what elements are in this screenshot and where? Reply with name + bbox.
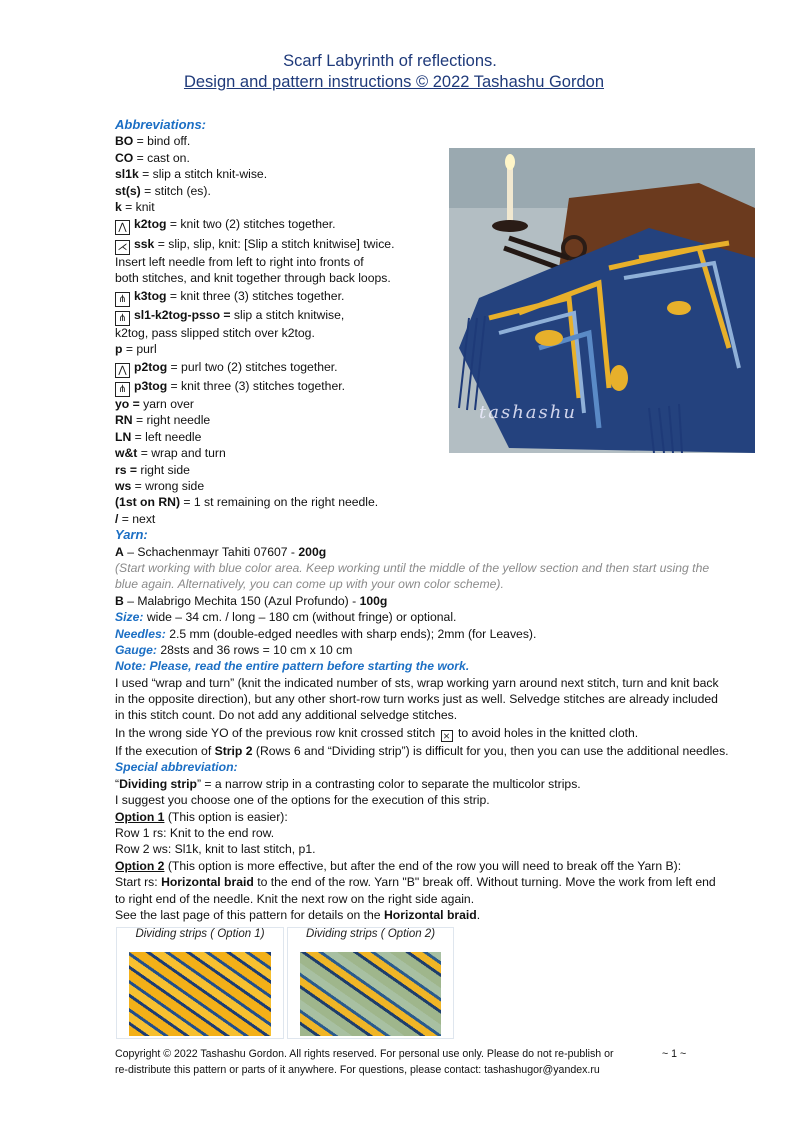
text-line (115, 724, 755, 743)
text-segment: (Start working with blue color area. Keep working until the middle of the yellow section and then start using the (115, 560, 710, 575)
bold-term: yo = (115, 397, 140, 412)
bold-term: sl1-k2tog-psso = (134, 307, 231, 322)
bold-term: k3tog (134, 288, 167, 303)
text-segment: . (476, 907, 481, 922)
figure-option-2 (287, 927, 454, 1039)
document-title: Scarf Labyrinth of reflections. (283, 52, 497, 70)
section-heading (115, 527, 755, 543)
bold-term: ssk (134, 236, 155, 251)
bold-term: (1st on RN) (115, 495, 180, 510)
text-segment: = slip a stitch knit-wise. (138, 167, 268, 182)
text-segment: 28sts and 36 rows = 10 cm x 10 cm (156, 642, 353, 657)
text-segment: to right end of the needle. Knit the next row on the right side again. (115, 891, 475, 906)
footer-contact: re-distribute this pattern or parts of it anywhere. For questions, please contact: tashashugor@yandex.ru (115, 1064, 600, 1076)
text-line (115, 593, 755, 609)
text-segment: to the end of the row. Yarn "B" break off. Without turning. Move the work from left end (253, 875, 716, 890)
text-segment: Abbreviations: (115, 117, 207, 132)
scarf-photo (449, 148, 755, 453)
text-line (115, 907, 755, 923)
text-line (115, 874, 755, 890)
bold-term: / (115, 511, 119, 526)
bold-term: BO (115, 134, 134, 149)
text-segment: = cast on. (133, 150, 190, 165)
text-segment: right side (137, 462, 190, 477)
text-segment: = bind off. (133, 134, 191, 149)
text-line (115, 576, 755, 592)
bold-term: st(s) (115, 183, 141, 198)
figure-caption: Dividing strips ( Option 2) (305, 928, 436, 940)
text-line (115, 462, 755, 478)
text-segment: – Schachenmayr Tahiti 07607 - (123, 544, 299, 559)
bold-term: Horizontal braid (383, 907, 477, 922)
bold-term: RN (115, 413, 133, 428)
sl1-k2tog-psso-symbol-icon: ⋔ (115, 311, 130, 326)
text-segment: (Rows 6 and “Dividing strip”) is difficult for you, then you can use the additional needles. (252, 744, 729, 759)
text-segment: = wrap and turn (137, 446, 226, 461)
text-segment: = slip, slip, knit: [Slip a stitch knitwise] twice. (154, 236, 395, 251)
bold-term: p (115, 342, 123, 357)
page-number: ~ 1 ~ (662, 1048, 687, 1060)
text-segment: In the wrong side YO of the previous row knit crossed stitch (115, 725, 439, 740)
bold-term: w&t (115, 446, 138, 461)
text-segment: yarn over (139, 397, 194, 412)
text-line (115, 609, 755, 625)
photo-watermark: tashashu (479, 402, 577, 423)
text-segment: = 1 st remaining on the right needle. (180, 495, 379, 510)
text-line (115, 626, 755, 642)
text-segment: blue again. Alternatively, you can come up with your own color scheme). (115, 577, 504, 592)
text-segment: wide – 34 cm. / long – 180 cm (without fringe) or optional. (143, 610, 457, 625)
field-label: Gauge: (115, 642, 157, 657)
text-line (115, 642, 755, 658)
text-segment: = wrong side (131, 478, 205, 493)
text-line (115, 891, 755, 907)
footer-copyright: Copyright © 2022 Tashashu Gordon. All rights reserved. For personal use only. Please do not re-publish or (115, 1048, 614, 1060)
text-segment: – Malabrigo Mechita 150 (Azul Profundo) - (123, 593, 360, 608)
ssk-symbol-icon: ⋌ (115, 240, 130, 255)
text-segment: = knit three (3) stitches together. (167, 378, 345, 393)
bold-term: k (115, 199, 122, 214)
document-subtitle: Design and pattern instructions © 2022 Tashashu Gordon (183, 73, 605, 91)
bold-term: Strip 2 (214, 744, 253, 759)
figure-caption: Dividing strips ( Option 1) (135, 928, 265, 940)
section-heading (115, 759, 755, 775)
text-segment: “ (115, 776, 120, 791)
text-segment: (This option is more effective, but after the end of the row you will need to break off the Yarn B): (164, 858, 682, 873)
text-segment: slip a stitch knitwise, (230, 307, 345, 322)
p2tog-symbol-icon: ⋀ (115, 363, 130, 378)
footer (115, 1046, 614, 1078)
bold-term: p3tog (134, 378, 168, 393)
text-line (115, 691, 755, 707)
text-segment: in this stitch count. Do not add any additional selvedge stitches. (115, 708, 458, 723)
k2tog-symbol-icon: ⋀ (115, 220, 130, 235)
text-segment: I suggest you choose one of the options for the execution of this strip. (115, 793, 490, 808)
text-line (115, 743, 755, 759)
bold-term: sl1k (115, 167, 139, 182)
text-segment: Note: Please, read the entire pattern before starting the work. (115, 659, 470, 674)
text-segment: (This option is easier): (164, 809, 288, 824)
bold-term: LN (115, 429, 132, 444)
text-segment: = stitch (es). (140, 183, 211, 198)
text-segment: ” = a narrow strip in a contrasting color to separate the multicolor strips. (196, 776, 581, 791)
bold-term: Option 1 (115, 809, 165, 824)
bold-term: k2tog (134, 217, 167, 232)
text-line (115, 560, 755, 576)
k3tog-symbol-icon: ⋔ (115, 292, 130, 307)
text-line (115, 707, 755, 723)
figure-image-option-1 (129, 952, 271, 1036)
figure-option-1 (116, 927, 284, 1039)
text-line (115, 825, 755, 841)
bold-term: 100g (359, 593, 388, 608)
text-line (115, 478, 755, 494)
text-segment: = purl two (2) stitches together. (167, 359, 338, 374)
text-segment: Start rs: (115, 875, 162, 890)
field-label: Size: (115, 610, 144, 625)
text-segment: Insert left needle from left to right into fronts of (115, 254, 364, 269)
bold-term: p2tog (134, 359, 168, 374)
text-segment: Row 1 rs: Knit to the end row. (115, 825, 275, 840)
field-label: Needles: (115, 626, 166, 641)
text-line (115, 809, 755, 825)
bold-term: CO (115, 150, 134, 165)
text-segment: 2.5 mm (double-edged needles with sharp ends); 2mm (for Leaves). (165, 626, 537, 641)
bold-term: 200g (298, 544, 327, 559)
text-segment: k2tog, pass slipped stitch over k2tog. (115, 325, 315, 340)
text-line (115, 511, 755, 527)
text-segment: = next (118, 511, 156, 526)
text-line (115, 494, 755, 510)
text-segment: in the opposite direction), but any other short-row turn works just as well. Selvedge stitches are already included (115, 692, 718, 707)
text-segment: = left needle (131, 429, 202, 444)
bold-term: A (115, 544, 124, 559)
text-segment: to avoid holes in the knitted cloth. (454, 725, 639, 740)
text-line (115, 675, 755, 691)
text-line (115, 858, 755, 874)
text-segment: If the execution of (115, 744, 215, 759)
text-segment: = knit (121, 199, 155, 214)
bold-term: B (115, 593, 124, 608)
text-line (115, 841, 755, 857)
bold-term: Option 2 (115, 858, 165, 873)
text-segment: = right needle (132, 413, 211, 428)
text-segment: Yarn: (115, 527, 148, 543)
p3tog-symbol-icon: ⋔ (115, 382, 130, 397)
text-segment: both stitches, and knit together through back loops. (115, 271, 391, 286)
bold-term: Horizontal braid (161, 875, 254, 890)
text-segment: = knit two (2) stitches together. (166, 217, 336, 232)
text-line (115, 792, 755, 808)
text-segment: Row 2 ws: Sl1k, knit to last stitch, p1. (115, 842, 316, 857)
text-line (115, 776, 755, 792)
bold-term: ws (115, 478, 132, 493)
bold-term: Dividing strip (119, 776, 197, 791)
text-line (115, 544, 755, 560)
figure-image-option-2 (300, 952, 441, 1036)
text-segment: Special abbreviation: (115, 760, 238, 775)
text-segment: See the last page of this pattern for details on the (115, 907, 384, 922)
bold-term: rs = (115, 462, 138, 477)
text-segment: = purl (122, 342, 157, 357)
section-heading (115, 658, 755, 674)
section-heading (115, 117, 755, 133)
text-segment: = knit three (3) stitches together. (166, 288, 345, 303)
crossed-stitch-symbol-icon: ⨯ (441, 730, 453, 742)
text-segment: I used “wrap and turn” (knit the indicated number of sts, wrap working yarn around next stitch, turn and knit back (115, 675, 719, 690)
